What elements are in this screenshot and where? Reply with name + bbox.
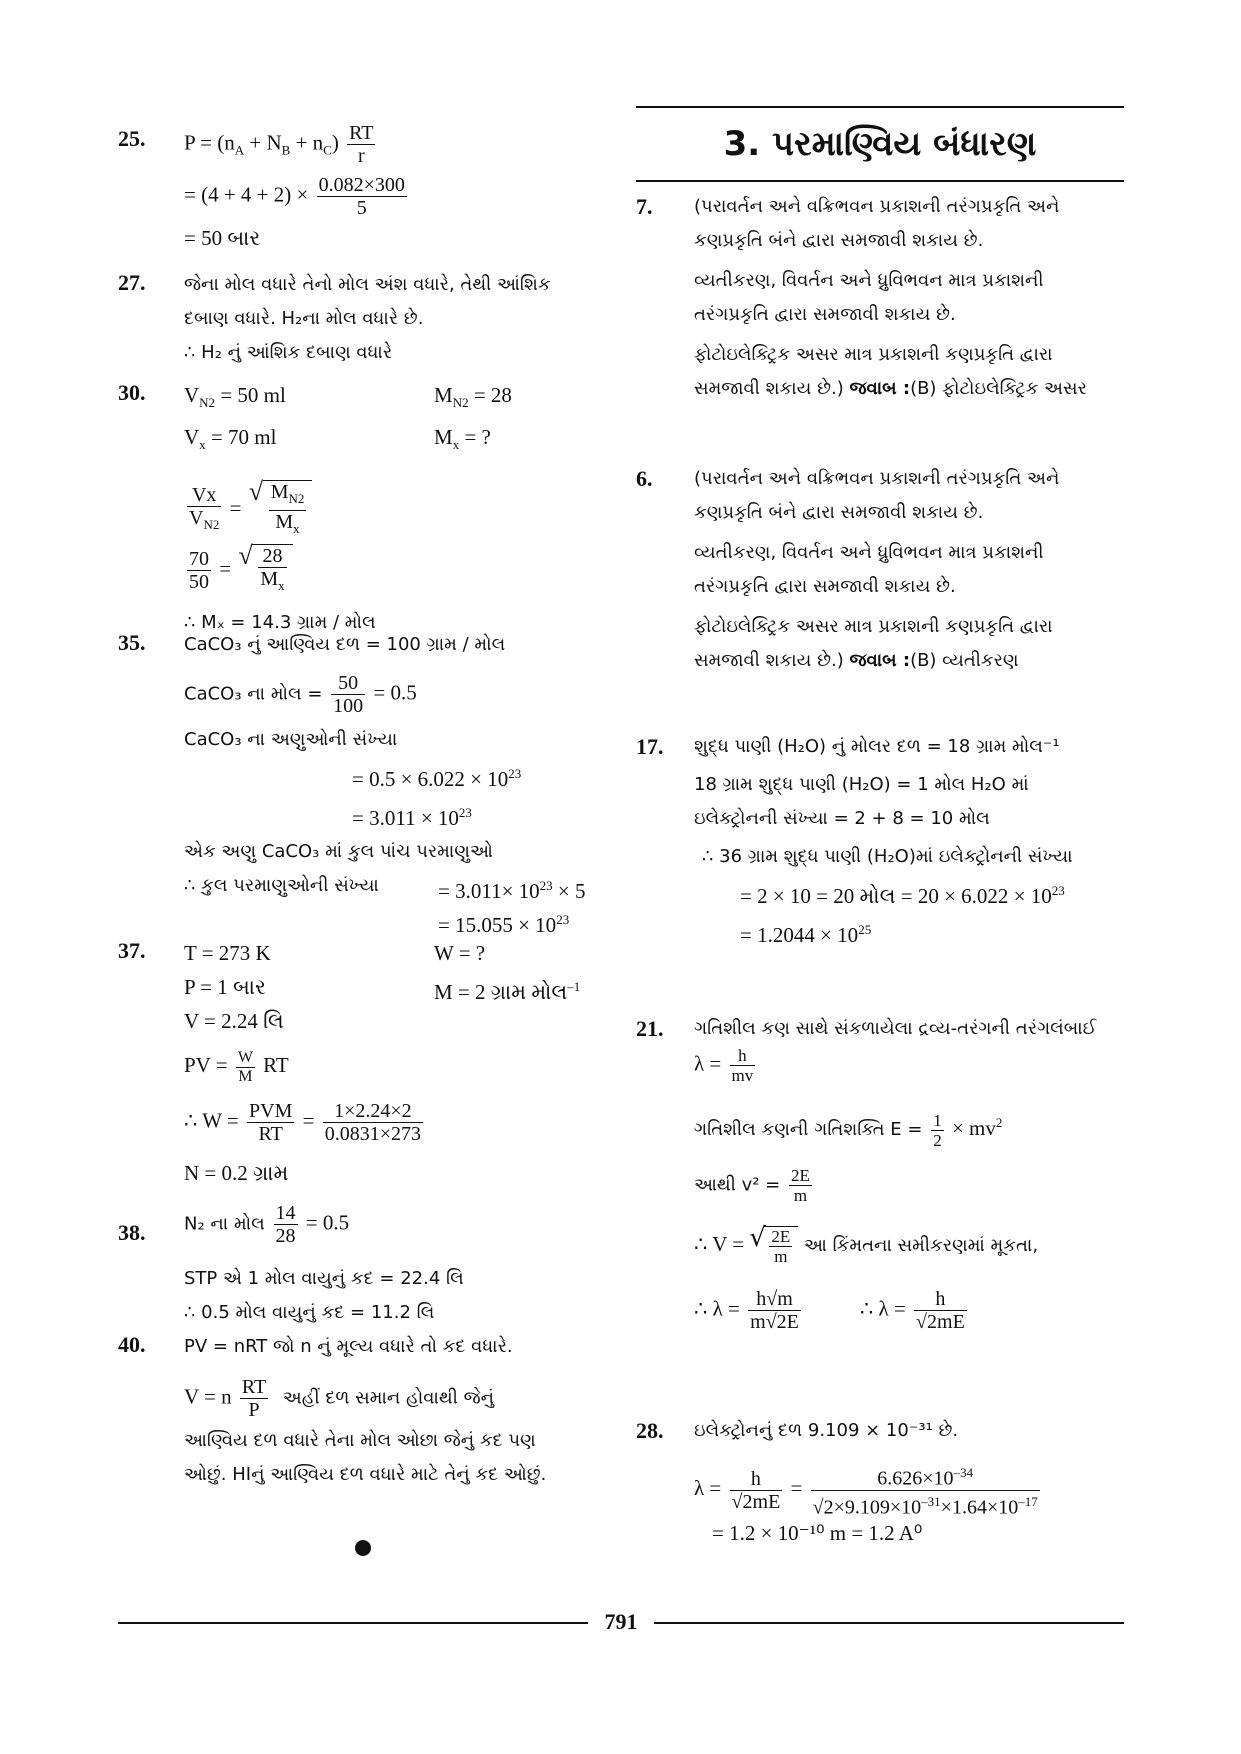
text-line: કણપ્રકૃતિ બંને દ્વારા સમજાવી શકાય છે.: [694, 230, 984, 251]
question-number: 25.: [118, 126, 146, 151]
text-line: V = n $\frac{RT}{P}$ અહીં દળ સમાન હોવાથી જેનું: [184, 1376, 495, 1421]
answer-body: [184, 936, 618, 1190]
equation-line: N = 0.2 ગ્રામ: [184, 1161, 289, 1185]
question-number: 40.: [118, 1332, 146, 1357]
text-line: ઇલેક્ટ્રોનની સંખ્યા = 2 + 8 = 10 મોલ: [694, 808, 990, 829]
text-line: શુદ્ધ પાણી (H₂O) નું મોલર દળ = 18 ગ્રામ મોલ⁻¹: [694, 736, 1060, 757]
text-line: દબાણ વધારે. H₂ના મોલ વધારે છે.: [184, 308, 424, 329]
equation-line: ∴ λ = $\frac{h√m}{m√2E}$ ∴ λ = $\frac{h}{√2mE}$: [694, 1288, 965, 1333]
text-line: તરંગપ્રકૃતિ દ્વારા સમજાવી શકાય છે.: [694, 576, 956, 597]
text-line: ∴ કુલ પરમાણુઓની સંખ્યા = $3.011\times 10^{23} \times 5$: [184, 875, 586, 903]
text-line: ∴ H₂ નું આંશિક દબાણ વધારે: [184, 342, 393, 363]
equation-line: $\frac{Vx}{V_{N2}}$ = √ $\frac{M_{N2}}{M_x}$: [184, 480, 618, 532]
equation-line: T = 273 K W = ?: [184, 941, 486, 965]
question-number: 30.: [118, 380, 146, 405]
text-line: ∴ 36 ગ્રામ શુદ્ધ પાણી (H₂O)માં ઇલેક્ટ્રોનની સંખ્યા: [702, 846, 1073, 867]
equation-line: $\frac{70}{50}$ = √ $\frac{28}{M_x}$: [184, 544, 618, 596]
question-number: 28.: [636, 1418, 664, 1443]
text-line: N₂ ના મોલ $\frac{14}{28}$ = 0.5: [184, 1202, 350, 1247]
answer-body: [694, 1414, 1124, 1550]
equation-line: = $0.5 \times 6.022 \times 10^{23}$: [352, 766, 522, 791]
answer-body: [694, 730, 1124, 952]
equation-line: = 1.2 × 10⁻¹⁰ m = 1.2 A⁰: [712, 1521, 923, 1545]
question-number: 17.: [636, 734, 664, 759]
text-line: કણપ્રકૃતિ બંને દ્વારા સમજાવી શકાય છે.: [694, 502, 984, 523]
equation-line: = 2 × 10 = 20 મોલ = $20 \times 6.022 \times 10^{23}$: [740, 883, 1065, 908]
text-line: ફોટોઇલેક્ટ્રિક અસર માત્ર પ્રકાશની કણપ્રકૃતિ દ્વારા: [694, 616, 1053, 637]
equation-line: $P = (n_A + N_B + n_C)$ $\frac{RT}{r}$: [184, 122, 374, 167]
text-line: ગતિશીલ કણ સાથે સંકળાયેલા દ્રવ્ય-તરંગની તરંગલંબાઈ: [694, 1018, 1097, 1039]
text-line: આણ્વિય દળ વધારે તેના મોલ ઓછા જેનું કદ પણ: [184, 1430, 536, 1451]
answer-body: [694, 1012, 1124, 1342]
chapter-title: 3. પરમાણ્વિય બંધારણ: [636, 106, 1124, 182]
equation-line: λ = $\frac{h}{mv}$: [694, 1046, 754, 1085]
text-line: ઇલેક્ટ્રોનનું દળ 9.109 × 10⁻³¹ છે.: [694, 1420, 959, 1441]
equation-line: = $3.011 \times 10^{23}$: [352, 805, 472, 830]
equation-line: = $15.055 \times 10^{23}$: [438, 912, 570, 937]
text-line: એક અણુ CaCO₃ માં કુલ પાંચ પરમાણુઓ: [184, 841, 493, 862]
text-line: તરંગપ્રકૃતિ દ્વારા સમજાવી શકાય છે.: [694, 304, 956, 325]
text-line: CaCO₃ નું આણ્વિય દળ = 100 ગ્રામ / મોલ: [184, 634, 506, 655]
text-line: STP એ 1 મોલ વાયુનું કદ = 22.4 લિ: [184, 1268, 464, 1289]
equation-line: $V_x = 70$ ml $M_x$ = ?: [184, 425, 491, 453]
answer-body: [694, 190, 1124, 406]
answer-body: [184, 122, 618, 255]
equation-line: ∴ W = $\frac{\text{PVM}}{RT}$ = $\frac{1\times 2.24\times 2}{0.0831\times 273}$: [184, 1100, 422, 1145]
text-line: (પરાવર્તન અને વક્રિભવન પ્રકાશની તરંગપ્રકૃતિ અને: [694, 196, 1060, 217]
text-line: PV = nRT જો n નું મૂલ્ય વધારે તો કદ વધારે.: [184, 1336, 513, 1357]
question-number: 37.: [118, 938, 146, 963]
text-line: ફોટોઇલેક્ટ્રિક અસર માત્ર પ્રકાશની કણપ્રકૃતિ દ્વારા: [694, 344, 1053, 365]
equation-line: = (4 + 4 + 2) × $\frac{0.082\times 300}{5}$: [184, 173, 405, 219]
answer-body: [184, 378, 618, 640]
text-line: ∴ 0.5 મોલ વાયુનું કદ = 11.2 લિ: [184, 1302, 435, 1323]
text-line: (પરાવર્તન અને વક્રિભવન પ્રકાશની તરંગપ્રકૃતિ અને: [694, 468, 1060, 489]
answer-line: સમજાવી શકાય છે.) જવાબ :(B) ફોટોઇલેક્ટ્રિક અસર: [694, 378, 1087, 399]
text-line: વ્યતીકરણ, વિવર્તન અને ધ્રુવિભવન માત્ર પ્રકાશની: [694, 270, 1044, 291]
question-number: 7.: [636, 194, 653, 219]
text-line: ઓછું. HIનું આણ્વિય દળ વધારે માટે તેનું કદ ઓછું.: [184, 1464, 547, 1485]
answer-body: [184, 628, 618, 942]
equation-line: P = 1 બાર M = 2 ગ્રામ મોલ$^{-1}$: [184, 975, 581, 1004]
equation-line: = 50 બાર: [184, 225, 261, 250]
text-line: ∴ V = √ $\frac{2E}{m}$ આ કિંમતના સમીકરણમાં મૂકતા,: [694, 1226, 1124, 1274]
equation-line: PV = $\frac{W}{M}$ RT: [184, 1048, 289, 1085]
page-number: 791: [604, 1609, 638, 1634]
answer-body: [184, 268, 618, 370]
text-line: આથી v² = $\frac{2E}{m}$: [694, 1166, 810, 1205]
equation-line: λ = $\frac{h}{√2mE}$ = $\frac{6.626\times 10^{-34}}{√2\times 9.109\times 10^{-31}\times 1.64\times 10^{-17}}$: [694, 1462, 1124, 1516]
answer-line: સમજાવી શકાય છે.) જવાબ :(B) વ્યતીકરણ: [694, 650, 1019, 671]
answer-body: [184, 1202, 618, 1330]
text-line: જેના મોલ વધારે તેનો મોલ અંશ વધારે, તેથી આંશિક: [184, 274, 551, 295]
page-footer: [118, 1609, 1124, 1634]
question-number: 35.: [118, 630, 146, 655]
equation-line: $V_{N2} = 50$ ml $M_{N2} = 28$: [184, 383, 512, 411]
text-line: વ્યતીકરણ, વિવર્તન અને ધ્રુવિભવન માત્ર પ્રકાશની: [694, 542, 1044, 563]
question-number: 27.: [118, 270, 146, 295]
answer-body: [184, 1330, 618, 1492]
question-number: 38.: [118, 1220, 146, 1245]
end-bullet: [355, 1540, 371, 1556]
text-line: CaCO₃ ના મોલ = $\frac{50}{100}$ = 0.5: [184, 672, 417, 717]
equation-line: = $1.2044 \times 10^{25}$: [740, 922, 872, 947]
conclusion-line: ∴ Mₓ = 14.3 ગ્રામ / મોલ: [184, 612, 376, 634]
text-line: CaCO₃ ના અણુઓની સંખ્યા: [184, 729, 398, 750]
text-line: 18 ગ્રામ શુદ્ધ પાણી (H₂O) = 1 મોલ H₂O માં: [694, 774, 1029, 795]
question-number: 6.: [636, 466, 653, 491]
equation-line: V = 2.24 લિ: [184, 1009, 284, 1033]
footer-rule-right: [654, 1622, 1124, 1624]
question-number: 21.: [636, 1016, 664, 1041]
answer-body: [694, 462, 1124, 678]
text-line: ગતિશીલ કણની ગતિશક્તિ E = $\frac{1}{2}$ × $mv^2$: [694, 1110, 1003, 1150]
